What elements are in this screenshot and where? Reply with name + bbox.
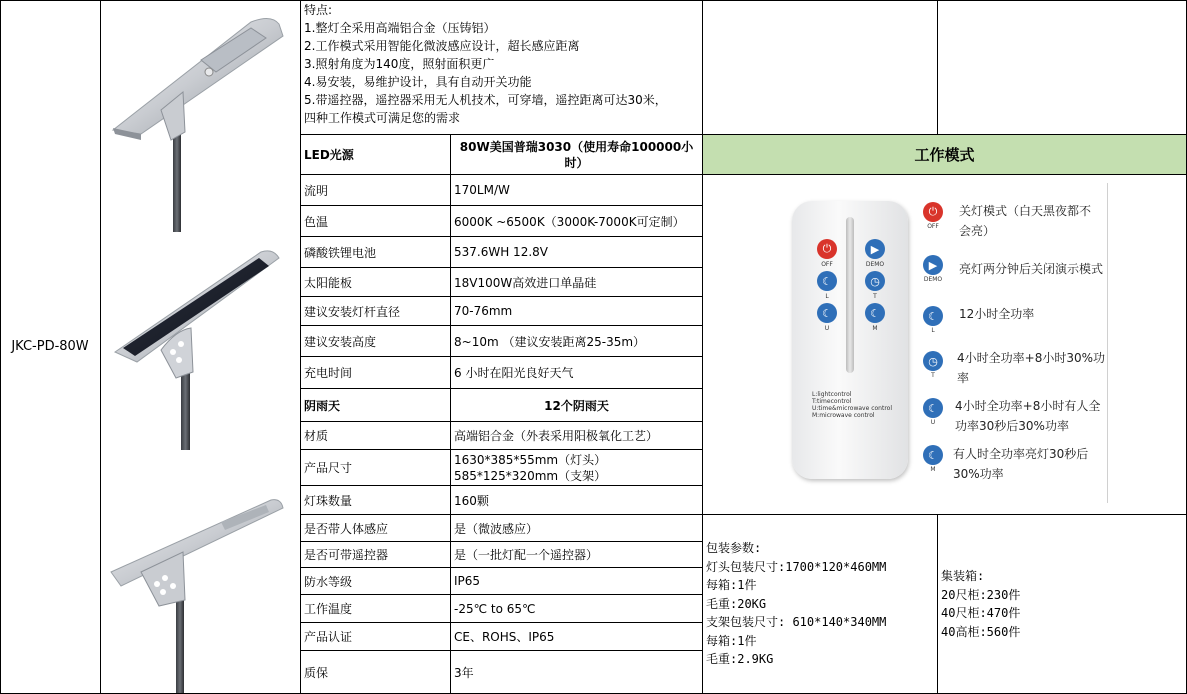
remote-legend: L:lightcontrol T:timecontrol U:time&microwave control M:microwave control — [812, 391, 892, 419]
container-cell — [938, 515, 1187, 694]
remote-t-button: ◷ — [865, 271, 885, 291]
remote-l-button: ☾ — [817, 271, 837, 291]
spec-label: 质保 — [301, 651, 451, 694]
street-light-image-1 — [101, 0, 301, 694]
mode-divider — [1107, 183, 1108, 503]
spec-value: -25℃ to 65℃ — [451, 595, 703, 623]
remote-off-button: ⏻ — [817, 239, 837, 259]
features-cell — [301, 0, 703, 135]
empty-cell — [703, 0, 938, 135]
clock-icon: ◷ — [923, 351, 943, 371]
spec-label: 工作温度 — [301, 595, 451, 623]
mode-u-text: 4小时全功率+8小时有人全功率30秒后30%功率 — [955, 399, 1101, 433]
empty-cell — [938, 0, 1187, 135]
spec-label: 是否带人体感应 — [301, 515, 451, 542]
remote-control: ⏻ OFF ▶ DEMO ☾ L ◷ T ☾ U ☾ M L:lightcontrol T:timecontrol U:time&microwave control M:microwave control — [792, 201, 908, 479]
spec-value: 160颗 — [451, 486, 703, 515]
packing-cell — [703, 515, 938, 694]
spec-value: IP65 — [451, 568, 703, 595]
product-images-cell — [101, 0, 301, 694]
feature-item: 4.易安装，易维护设计，具有自动开关功能 — [304, 75, 532, 89]
spec-value: 高端铝合金（外表采用阳极氧化工艺） — [451, 422, 703, 450]
work-mode-header — [703, 135, 1187, 175]
spec-label: 流明 — [301, 175, 451, 206]
spec-value: 12个阴雨天 — [451, 389, 703, 422]
spec-label: LED光源 — [301, 135, 451, 175]
feature-item: 3.照射角度为140度，照射面积更广 — [304, 57, 495, 71]
spec-value: 80W美国普瑞3030（使用寿命100000小时） — [451, 135, 703, 175]
mode-m-text: 有人时全功率亮灯30秒后30%功率 — [953, 447, 1089, 481]
spec-value: 18V100W高效进口单晶硅 — [451, 268, 703, 297]
moon-slash-icon: ☾ — [923, 398, 943, 418]
spec-label: 建议安装高度 — [301, 326, 451, 357]
mode-l-text: 12小时全功率 — [959, 307, 1035, 321]
model-cell — [0, 0, 101, 694]
spec-value: 3年 — [451, 651, 703, 694]
mode-demo-text: 亮灯两分钟后关闭演示模式 — [959, 262, 1104, 276]
spec-value: 是（微波感应） — [451, 515, 703, 542]
spec-value: 8~10m （建议安装距离25-35m） — [451, 326, 703, 357]
play-icon: ▶ — [923, 255, 943, 275]
spec-label: 建议安装灯杆直径 — [301, 297, 451, 326]
spec-label: 材质 — [301, 422, 451, 450]
feature-item: 2.工作模式采用智能化微波感应设计，超长感应距离 — [304, 39, 580, 53]
spec-value: 70-76mm — [451, 297, 703, 326]
moon-icon: ☾ — [923, 306, 943, 326]
mode-off-text: 关灯模式（白天黑夜都不会亮） — [959, 204, 1092, 238]
model-name: JKC-PD-80W — [11, 339, 89, 354]
remote-center-slot — [846, 217, 854, 373]
spec-label: 防水等级 — [301, 568, 451, 595]
feature-item: 5.带遥控器，遥控器采用无人机技术，可穿墙，遥控距离可达30米， — [304, 93, 667, 107]
spec-value: 537.6WH 12.8V — [451, 237, 703, 268]
moon-icon: ☾ — [923, 445, 943, 465]
features-title: 特点: — [304, 3, 333, 17]
spec-label: 灯珠数量 — [301, 486, 451, 515]
spec-value: 170LM/W — [451, 175, 703, 206]
spec-value: 6000K ~6500K（3000K-7000K可定制） — [451, 206, 703, 237]
spec-value: 6 小时在阳光良好天气 — [451, 357, 703, 389]
work-mode-cell: ⏻ OFF ▶ DEMO ☾ L ◷ T ☾ U ☾ M L:lightcontrol T:timecontrol U:time&microwave control M:microwave control ⏻ OFF 关灯模式（白天黑夜都不会亮） ▶ DEMO 亮灯两分钟后关闭演示模式 ☾ L 12小时全功率 ◷ T 4小时全功率+8小时30%功率 ☾ U 4小时全功率+8小时有人全功率30秒后30%功率 ☾ M 有人时全功率亮灯30秒后30%功率 — [703, 175, 1187, 515]
packing-info: 包装参数: 灯头包装尺寸:1700*120*460MM 每箱:1件 毛重:20KG 支架包装尺寸: 610*140*340MM 每箱:1件 毛重:2.9KG — [706, 541, 887, 667]
spec-label: 充电时间 — [301, 357, 451, 389]
spec-label: 产品认证 — [301, 623, 451, 651]
remote-demo-button: ▶ — [865, 239, 885, 259]
spec-label: 磷酸铁锂电池 — [301, 237, 451, 268]
spec-label: 是否可带遥控器 — [301, 542, 451, 568]
feature-item: 四种工作模式可满足您的需求 — [304, 111, 461, 125]
spec-value: 是（一批灯配一个遥控器） — [451, 542, 703, 568]
spec-label: 色温 — [301, 206, 451, 237]
spec-label: 太阳能板 — [301, 268, 451, 297]
mode-t-text: 4小时全功率+8小时30%功率 — [957, 351, 1105, 385]
spec-value: 1630*385*55mm（灯头）585*125*320mm（支架） — [451, 450, 703, 486]
spec-value: CE、ROHS、IP65 — [451, 623, 703, 651]
spec-label: 阴雨天 — [301, 389, 451, 422]
work-mode-title: 工作模式 — [914, 146, 975, 164]
container-info: 集装箱: 20尺柜:230件 40尺柜:470件 40高柜:560件 — [941, 569, 1021, 639]
remote-m-button: ☾ — [865, 303, 885, 323]
feature-item: 1.整灯全采用高端铝合金（压铸铝） — [304, 21, 496, 35]
spec-label: 产品尺寸 — [301, 450, 451, 486]
remote-u-button: ☾ — [817, 303, 837, 323]
power-icon: ⏻ — [923, 202, 943, 222]
